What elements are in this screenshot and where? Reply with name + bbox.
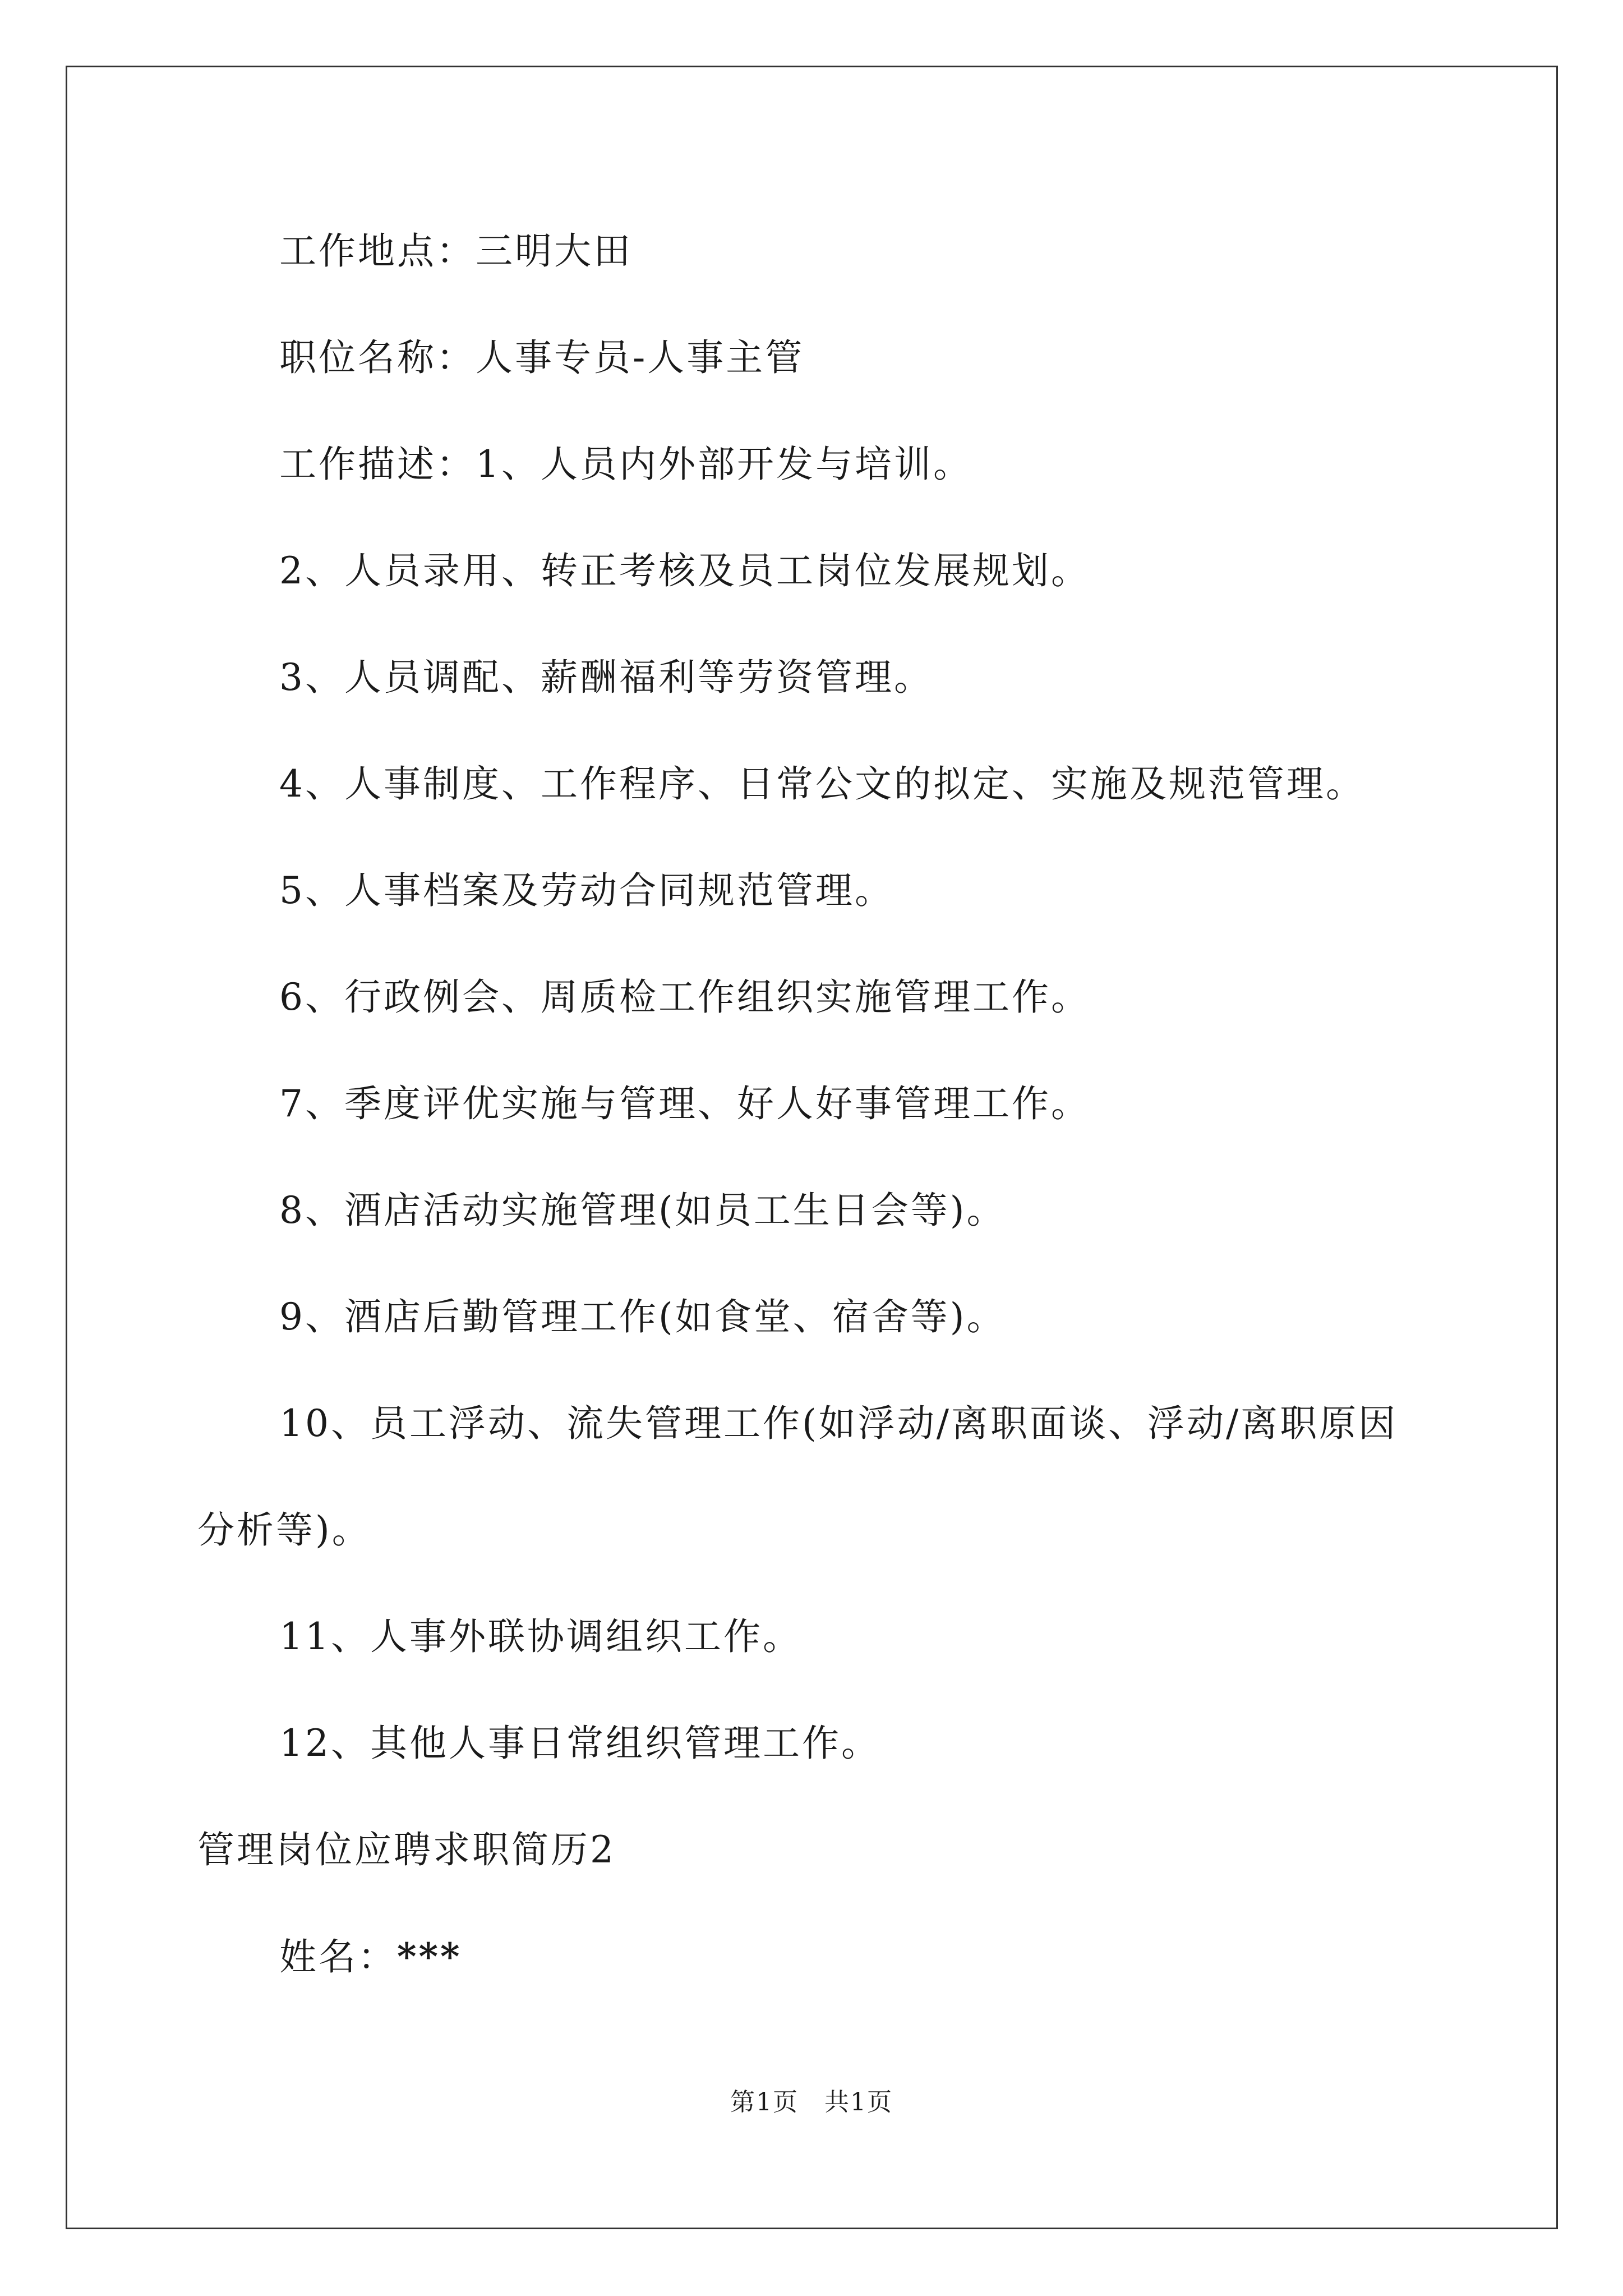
job-duty-9: 9、酒店后勤管理工作(如食堂、宿舍等)。 (279, 1295, 1006, 1338)
name-value: *** (397, 1935, 462, 1978)
name-row (279, 1934, 462, 1980)
job-duty-3: 3、人员调配、薪酬福利等劳资管理。 (279, 656, 933, 699)
name-label: 姓名： (279, 1935, 397, 1978)
page-footer: 第1页 共1页 (730, 2088, 893, 2116)
job-duty-4: 4、人事制度、工作程序、日常公文的拟定、实施及规范管理。 (279, 762, 1365, 806)
page-border (66, 66, 1558, 2229)
job-duty-6: 6、行政例会、周质检工作组织实施管理工作。 (279, 976, 1090, 1019)
job-duty-2: 2、人员录用、转正考核及员工岗位发展规划。 (279, 549, 1090, 592)
section-title: 管理岗位应聘求职简历2 (197, 1828, 616, 1871)
job-duty-8: 8、酒店活动实施管理(如员工生日会等)。 (279, 1189, 1006, 1232)
job-duty-1: 工作描述：1、人员内外部开发与培训。 (279, 443, 972, 486)
job-duty-11: 11、人事外联协调组织工作。 (279, 1615, 802, 1658)
job-duty-10-continued: 分析等)。 (197, 1508, 371, 1552)
work-location: 工作地点：三明大田 (279, 229, 633, 273)
job-duty-12: 12、其他人事日常组织管理工作。 (279, 1722, 880, 1765)
position-title: 职位名称：人事专员-人事主管 (279, 336, 805, 379)
job-duty-10: 10、员工浮动、流失管理工作(如浮动/离职面谈、浮动/离职原因 (279, 1402, 1398, 1445)
job-duty-5: 5、人事档案及劳动合同规范管理。 (279, 869, 894, 912)
job-duty-7: 7、季度评优实施与管理、好人好事管理工作。 (279, 1082, 1090, 1125)
